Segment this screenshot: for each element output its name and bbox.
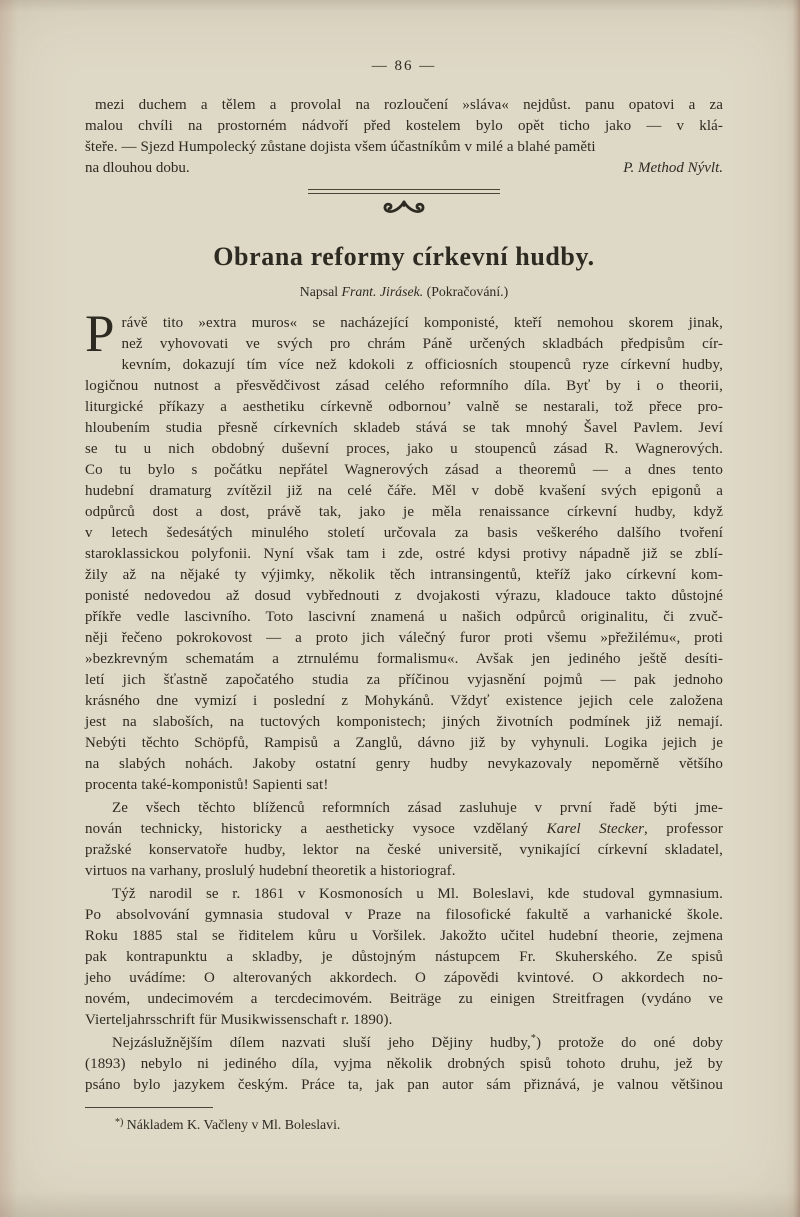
text-line: jeho uvádíme: O alterovaných akkordech. O zápovědi kvintové. O akkordech no-	[85, 970, 723, 986]
byline-author: Frant. Jirásek.	[341, 284, 424, 299]
byline-note: (Pokračování.)	[426, 284, 509, 299]
text-line: než vyhovovati ve svých pro chrám Páně určených skladbách předpisům cír-	[121, 336, 723, 352]
text-line: odpůrců dost a dost, právě tak, jako je měla renaissance církevní hudby, když	[85, 504, 723, 520]
footnote-marker: *)	[115, 1117, 124, 1128]
text-line: Co tu bylo s počátku nepřátel Wagnerových zásad a theoremů — a dnes tento	[85, 462, 723, 478]
divider-rule	[308, 189, 500, 194]
text-line: Po absolvování gymnasia studoval v Praze na filosofické fakultě a varhanické škole.	[85, 907, 723, 923]
text-line: něji řečeno pokrokovost — a proto jich válečný furor proti všemu »přežilému«, proti	[85, 630, 723, 646]
text-line: letí jich šťastně započatého studia za příčinou vyjasnění pojmů — pak jednoho	[85, 672, 723, 688]
text-line: Týž narodil se r. 1861 v Kosmonosích u Ml. Boleslavi, kde studoval gymnasium.	[112, 886, 723, 902]
text-line: šteře. — Sjezd Humpolecký zůstane dojista všem účastníkům v milé a blahé paměti	[85, 139, 596, 155]
footnote-text: Nákladem K. Vačleny v Ml. Boleslavi.	[126, 1117, 341, 1132]
text-line: (1893) nebylo ni jediného díla, vyjma několik drobných spisů tohoto druhu, jež by	[85, 1056, 723, 1072]
fleuron-ornament-icon	[85, 198, 723, 225]
text-line: malou chvíli na prostorném nádvoří před kostelem bylo opět ticho jako — v klá-	[85, 118, 723, 134]
intro-paragraph	[85, 95, 723, 179]
text-line: Roku 1885 stal se řiditelem kůru u Voršilek. Jakožto učitel hudební theorie, zejmena	[85, 928, 723, 944]
text-line: v letech šedesátých minulého století určovala za basis veškerého dalšího tvoření	[85, 525, 723, 541]
drop-cap: P	[85, 305, 115, 363]
intro-last-text: na dlouhou dobu.	[85, 160, 190, 176]
intro-lines	[85, 95, 723, 158]
text-line: Nebýti těchto Schöpfů, Rampisů a Zanglů, dávno již by vyhynuli. Logika jejich je	[85, 735, 723, 751]
text-line: nován technicky, historicky a aestheticky vysoce vzdělaný Karel Stecker, professor	[85, 821, 723, 837]
text-line: pražské konservatoře hudby, lektor na české universitě, vynikající církevní skladatel,	[85, 842, 723, 858]
text-column	[85, 0, 723, 1134]
text-line: pak kontrapunktu a skladby, je důstojným nástupcem Fr. Skuherského. Ze spisů	[85, 949, 723, 965]
text-line: kevním, dokazují tím více než kdokoli z officiosních stoupenců ryze církevní hudby,	[121, 357, 723, 373]
article-title: Obrana reformy církevní hudby.	[213, 242, 595, 271]
text-line: liturgické příkazy a aesthetiku církevně odbornou’ valně se nestarali, tož přece pro-	[85, 399, 723, 415]
author-attribution: P. Method Nývlt.	[623, 160, 723, 176]
intro-last-line	[85, 158, 723, 179]
text-line: psáno bylo jazykem českým. Práce ta, jak pan autor sám přiznává, je valnou většinou	[85, 1077, 723, 1093]
page-number: — 86 —	[371, 58, 437, 74]
scan-edge-bottom	[0, 1191, 800, 1217]
text-line: Nejzáslužnějším dílem nazvati sluší jeho Dějiny hudby,*) protože do oné doby	[112, 1033, 724, 1051]
text-line: žily až na nějaké ty výjimky, několik těch intransingentů, kteříž jako církevní kom-	[85, 567, 723, 583]
text-line: staroklassickou polyfonii. Nyní však tam i zde, ostré kdysi protivy nápadně již se zblí-	[85, 546, 723, 562]
text-line: rávě tito »extra muros« se nacházející komponisté, kteří nemohou skorem jinak,	[121, 315, 723, 331]
scan-edge-left	[0, 0, 18, 1217]
text-line: procenta také-komponistů! Sapienti sat!	[85, 777, 329, 793]
text-line: Ze všech těchto blíženců reformních zásad zasluhuje v první řadě býti jme-	[112, 800, 723, 816]
text-line: hloubením studia přesně církevních skladeb stává se tak mnohý Šavel Pavlem. Jeví	[85, 420, 723, 436]
text-line: virtuos na varhany, proslulý hudební theoretik a historiograf.	[85, 863, 456, 879]
text-line: hudební dramaturg zvítězil již na celé čáře. Měl v době kvašení svých epigonů a	[85, 483, 723, 499]
paragraph-lines	[85, 305, 723, 796]
text-line: krásného dne vymizí i poslední z Mohykánů. Vždyť existence jejich cele založena	[85, 693, 723, 709]
text-line: příkře vedle lascivního. Toto lascivní znamená u našich odpůrců originalitu, či zvuč-	[85, 609, 723, 625]
text-line: »bezkrevným schematám a ztrnulému formalismu«. Avšak jen jediného ještě desíti-	[85, 651, 723, 667]
text-line: ponisté nedovedou až dosud vybřednouti z dvojakosti výrazu, kladouce takto důstojné	[85, 588, 723, 604]
article-byline	[85, 284, 723, 300]
text-line: na slabých nohách. Jakoby ostatní genry hudby nevykazovaly nepoměrně většího	[85, 756, 723, 772]
text-line: mezi duchem a tělem a provolal na rozloučení »sláva« nejdůst. panu opatovi a za	[95, 97, 723, 113]
byline-prefix: Napsal	[299, 284, 339, 299]
paragraph	[85, 884, 723, 1031]
paragraph	[85, 798, 723, 882]
footnote	[85, 1114, 723, 1134]
text-line: Vierteljahrsschrift für Musikwissenschaft r. 1890).	[85, 1012, 393, 1028]
text-line: logičnou nutnost a přesvědčivost zásad celého reformního díla. Byť by i o theorii,	[85, 378, 723, 394]
text-line: novém, undecimovém a tercdecimovém. Beiträge zu einigen Streitfragen (vydáno ve	[85, 991, 723, 1007]
scan-edge-right	[786, 0, 800, 1217]
article-body	[85, 305, 724, 1096]
section-divider	[85, 189, 723, 225]
text-line: jest na slaboších, na tuctových komponistech; jiných životních podmínek již nemají.	[85, 714, 723, 730]
text-line: se tu u nich obdobný duševní proces, jako u stoupenců zásad R. Wagnerových.	[85, 441, 723, 457]
paragraph	[85, 305, 723, 796]
paragraph	[85, 1033, 723, 1096]
footnote-rule	[85, 1107, 213, 1108]
